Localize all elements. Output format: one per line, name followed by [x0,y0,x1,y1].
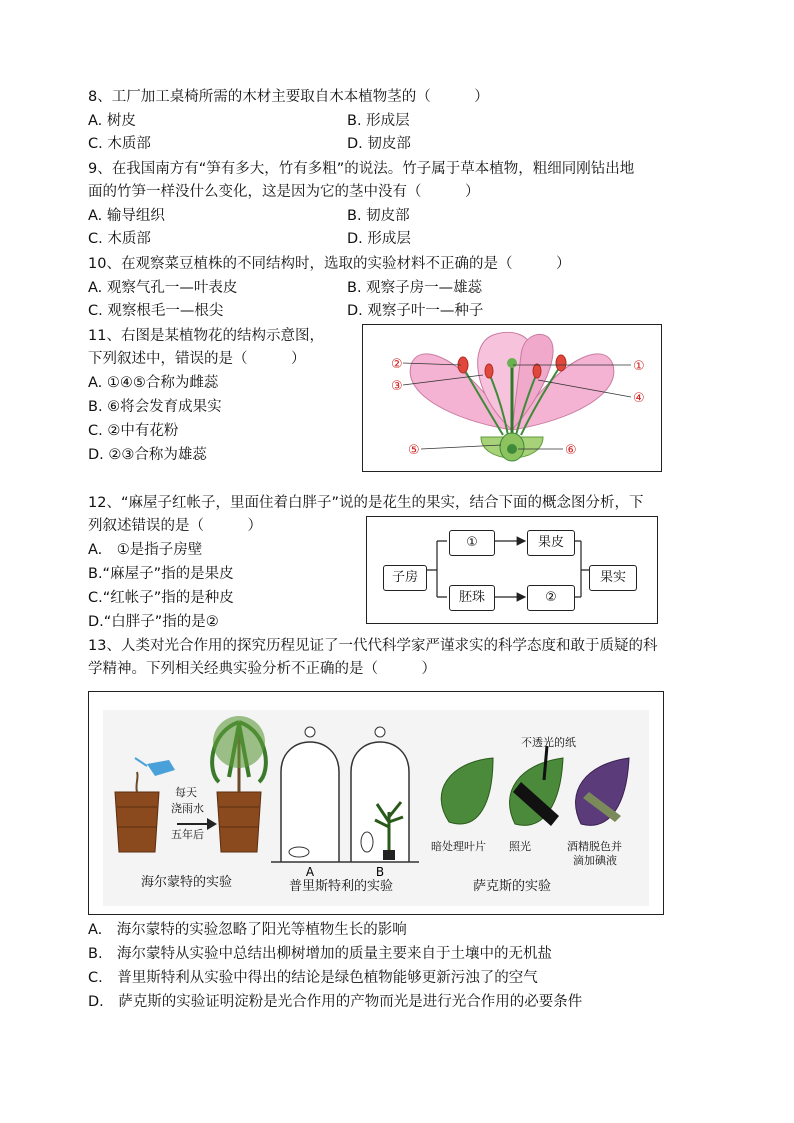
concept-ovule: 胚珠 [449,585,495,611]
concept-fruit: 果实 [589,565,637,591]
q9-option-b: B. 韧皮部 [347,208,410,224]
concept-ovary: 子房 [383,565,427,591]
helmont-label: 海尔蒙特的实验 [141,875,233,890]
q11-stem-line1: 11、右图是某植物花的结构示意图， [88,328,324,344]
q11-stem-line2: 下列叙述中，错误的是（ ） [88,351,306,367]
helmont-daily: 每天 [175,786,197,799]
q10-option-a: A. 观察气孔一—叶表皮 [88,280,238,296]
experiments-figure [88,691,664,915]
q11-option-d: D. ②③合称为雄蕊 [88,447,207,463]
q8-option-d: D. 韧皮部 [347,136,411,152]
concept-pericarp: 果皮 [527,530,575,556]
helmont-five-years: 五年后 [171,828,204,841]
sachs-label: 萨克斯的实验 [473,879,552,894]
q8-option-b: B. 形成层 [347,113,410,129]
flower-label-1: ① [633,359,645,374]
helmont-rainwater: 浇雨水 [171,802,204,815]
flower-diagram [362,324,662,472]
q9-stem-line1: 9、在我国南方有“笋有多大，竹有多粗”的说法。竹子属于草本植物，粗细同刚钻出地 [88,161,635,177]
concept-map [366,516,658,624]
q11-option-b: B. ⑥将会发育成果实 [88,399,222,415]
q8-stem: 8、工厂加工桌椅所需的木材主要取自木本植物茎的（ ） [88,89,489,105]
q12-option-a: A. ①是指子房壁 [88,542,203,558]
q13-stem-line2: 学精神。下列相关经典实验分析不正确的是（ ） [88,661,436,677]
q13-option-c: C. 普里斯特利从实验中得出的结论是绿色植物能够更新污浊了的空气 [88,970,538,986]
q13-stem-line1: 13、人类对光合作用的探究历程见证了一代代科学家严谨求实的科学态度和敢于质疑的科 [88,638,658,654]
q9-option-c: C. 木质部 [88,231,151,247]
q11-option-c: C. ②中有花粉 [88,423,179,439]
q10-option-d: D. 观察子叶一—种子 [347,303,484,319]
q13-option-a: A. 海尔蒙特的实验忽略了阳光等植物生长的影响 [88,922,407,938]
concept-node-2: ② [527,585,575,611]
priestley-label: 普里斯特利的实验 [289,879,394,894]
flower-label-4: ④ [633,391,645,406]
q9-option-a: A. 输导组织 [88,208,165,224]
q13-option-b: B. 海尔蒙特从实验中总结出柳树增加的质量主要来自于土壤中的无机盐 [88,946,553,962]
q8-option-a: A. 树皮 [88,113,136,129]
q13-option-d: D. 萨克斯的实验证明淀粉是光合作用的产物而光是进行光合作用的必要条件 [88,994,583,1010]
flower-label-6: ⑥ [565,443,577,458]
q12-option-d: D.“白胖子”指的是② [88,614,219,630]
light-label: 照光 [509,840,531,853]
q12-stem-line2: 列叙述错误的是（ ） [88,518,262,534]
q10-stem: 10、在观察菜豆植株的不同结构时，选取的实验材料不正确的是（ ） [88,256,571,272]
flower-label-5: ⑤ [408,443,420,458]
jar-a-label: A [305,865,315,879]
q12-option-b: B.“麻屋子”指的是果皮 [88,566,234,582]
flower-label-2: ② [391,357,403,372]
q9-stem-line2: 面的竹笋一样没什么变化，这是因为它的茎中没有（ ） [88,184,480,200]
q11-option-a: A. ①④⑤合称为雌蕊 [88,375,219,391]
q10-option-c: C. 观察根毛一—根尖 [88,303,224,319]
q9-option-d: D. 形成层 [347,231,411,247]
alcohol-label-1: 酒精脱色并 [567,840,622,853]
q12-option-c: C.“红帐子”指的是种皮 [88,590,234,606]
q8-option-c: C. 木质部 [88,136,151,152]
dark-treat-label: 暗处理叶片 [431,840,486,853]
q12-stem-line1: 12、“麻屋子红帐子，里面住着白胖子”说的是花生的果实，结合下面的概念图分析，下 [88,495,644,511]
concept-node-1: ① [449,530,495,556]
jar-b-label: B [375,865,385,879]
opaque-paper-label: 不透光的纸 [521,736,576,749]
alcohol-label-2: 滴加碘液 [573,854,617,867]
flower-label-3: ③ [391,379,403,394]
q10-option-b: B. 观察子房一—雄蕊 [347,280,483,296]
